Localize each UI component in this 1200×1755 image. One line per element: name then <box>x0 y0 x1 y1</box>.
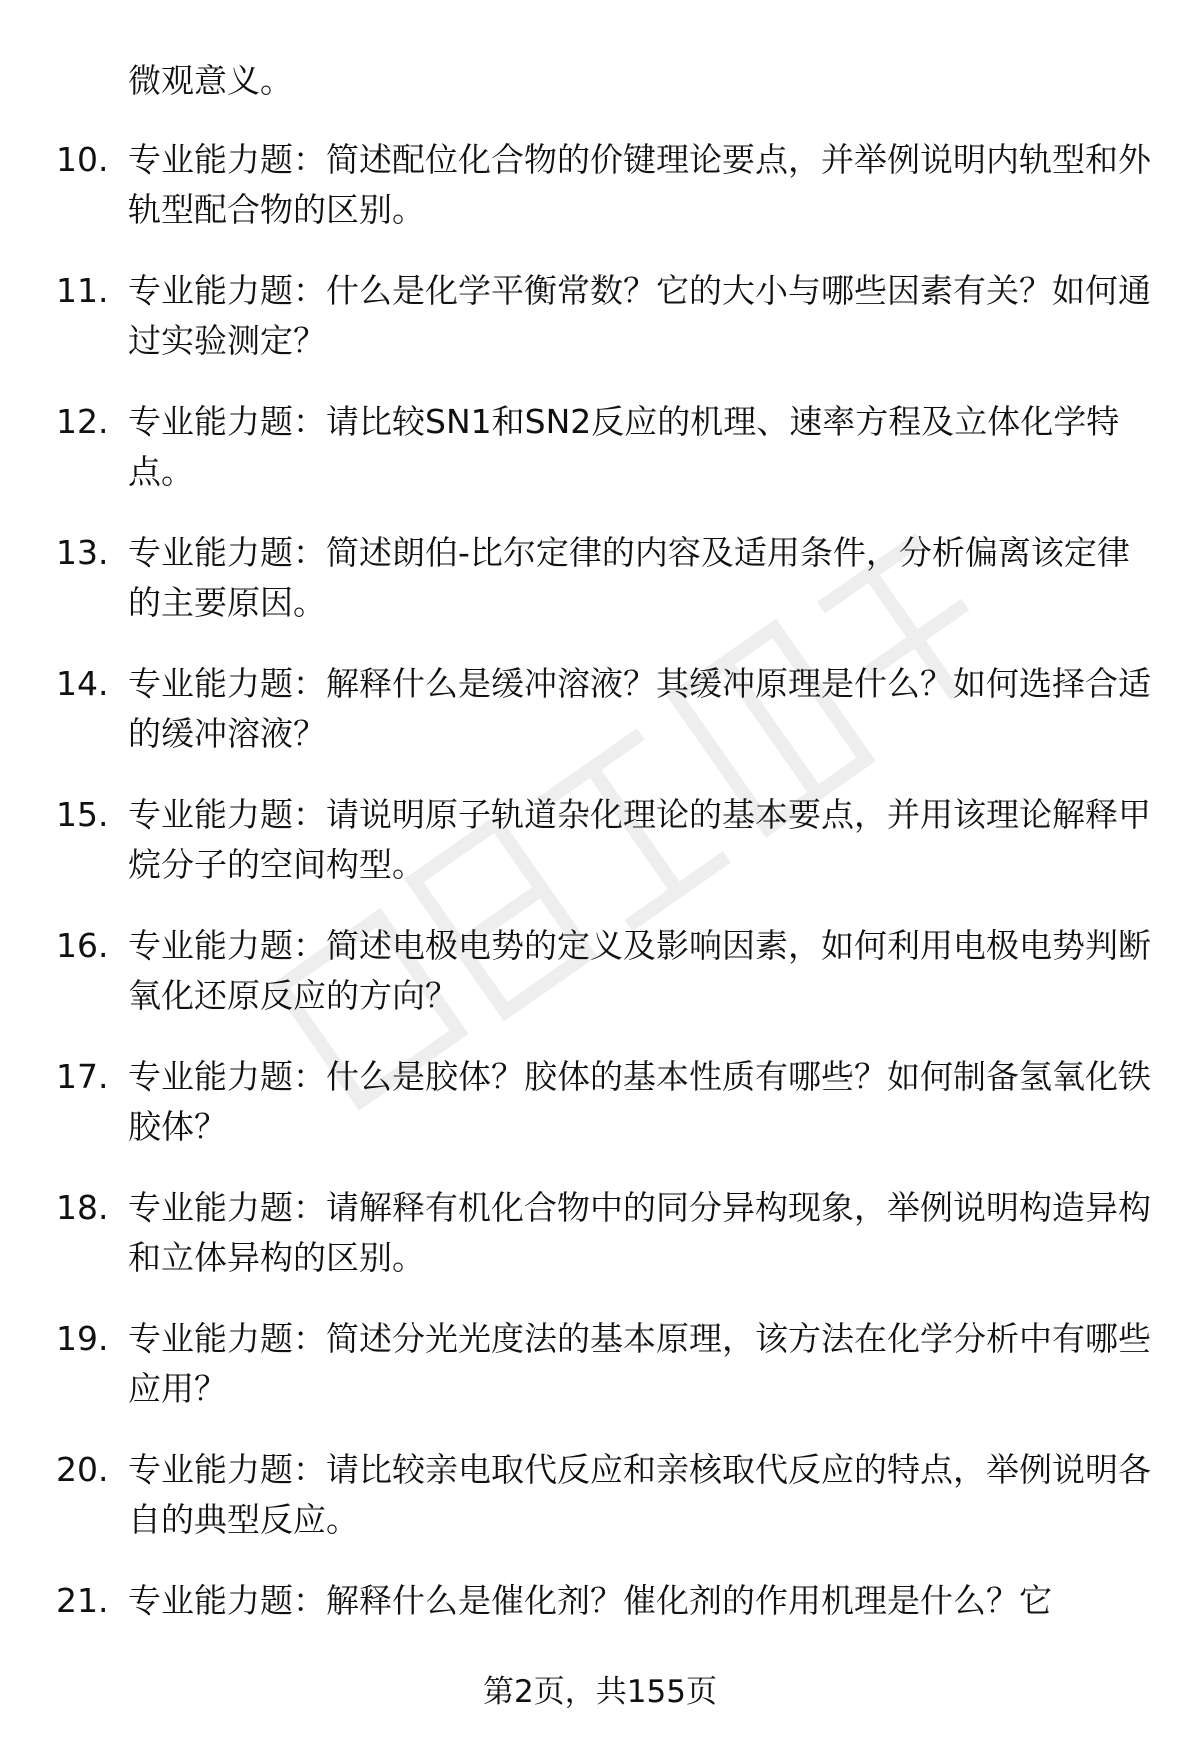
question-number: 20. <box>56 1450 109 1489</box>
question-item <box>0 921 1200 1052</box>
question-item <box>0 266 1200 397</box>
question-text: 专业能力题：请比较亲电取代反应和亲核取代反应的特点，举例说明各自的典型反应。 <box>128 1450 1151 1539</box>
question-text: 专业能力题：请比较SN1和SN2反应的机理、速率方程及立体化学特点。 <box>128 402 1120 491</box>
question-text: 专业能力题：简述配位化合物的价键理论要点，并举例说明内轨型和外轨型配合物的区别。 <box>128 140 1151 229</box>
question-item <box>0 135 1200 266</box>
question-item <box>0 1183 1200 1314</box>
question-text: 专业能力题：请说明原子轨道杂化理论的基本要点，并用该理论解释甲烷分子的空间构型。 <box>128 795 1151 884</box>
continuation-text: 微观意义。 <box>128 61 293 100</box>
question-number: 11. <box>56 271 109 310</box>
question-number: 19. <box>56 1319 109 1358</box>
question-item <box>0 1445 1200 1576</box>
question-number: 10. <box>56 140 109 179</box>
question-number: 18. <box>56 1188 109 1227</box>
question-text: 专业能力题：简述朗伯-比尔定律的内容及适用条件，分析偏离该定律的主要原因。 <box>128 533 1130 622</box>
question-text: 专业能力题：简述分光光度法的基本原理，该方法在化学分析中有哪些应用？ <box>128 1319 1151 1408</box>
question-number: 12. <box>56 402 109 441</box>
question-text: 专业能力题：请解释有机化合物中的同分异构现象，举例说明构造异构和立体异构的区别。 <box>128 1188 1151 1277</box>
question-number: 15. <box>56 795 109 834</box>
question-item <box>0 659 1200 790</box>
question-item <box>0 397 1200 528</box>
question-number: 13. <box>56 533 109 572</box>
question-list <box>0 135 1200 1707</box>
question-number: 21. <box>56 1581 109 1620</box>
question-number: 14. <box>56 664 109 703</box>
question-text: 专业能力题：什么是胶体？胶体的基本性质有哪些？如何制备氢氧化铁胶体？ <box>128 1057 1151 1146</box>
question-item <box>0 528 1200 659</box>
question-text: 专业能力题：解释什么是催化剂？催化剂的作用机理是什么？它 <box>128 1581 1052 1620</box>
page-footer: 第2页，共155页 <box>483 1674 717 1710</box>
question-item <box>0 1314 1200 1445</box>
question-text: 专业能力题：简述电极电势的定义及影响因素，如何利用电极电势判断氧化还原反应的方向？ <box>128 926 1151 1015</box>
question-item <box>0 790 1200 921</box>
question-number: 17. <box>56 1057 109 1096</box>
question-text: 专业能力题：解释什么是缓冲溶液？其缓冲原理是什么？如何选择合适的缓冲溶液？ <box>128 664 1151 753</box>
question-item <box>0 1052 1200 1183</box>
question-text: 专业能力题：什么是化学平衡常数？它的大小与哪些因素有关？如何通过实验测定？ <box>128 271 1151 360</box>
question-number: 16. <box>56 926 109 965</box>
